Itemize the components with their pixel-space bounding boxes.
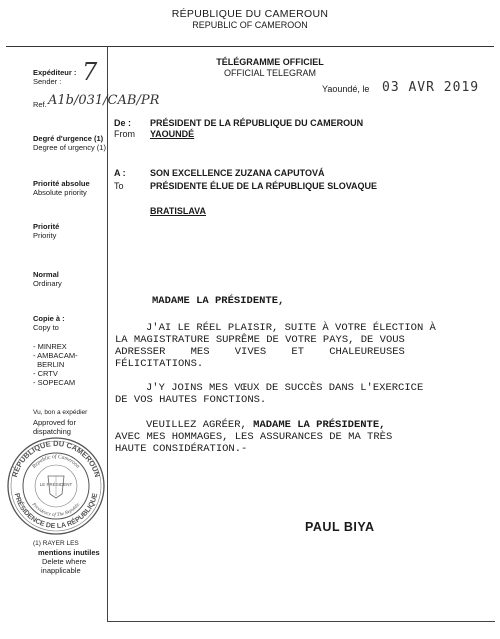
seal-center-text: LE PRÉSIDENT bbox=[39, 482, 73, 487]
sidebar-divider bbox=[107, 46, 108, 621]
telegram-title-fr: TÉLÉGRAMME OFFICIEL bbox=[216, 57, 324, 67]
salutation: MADAME LA PRÉSIDENTE, bbox=[152, 295, 285, 307]
sender-label-en: Sender : bbox=[33, 77, 62, 86]
from-label-en: From bbox=[114, 129, 135, 139]
to-label-en: To bbox=[114, 181, 124, 191]
bottom-divider bbox=[107, 621, 495, 622]
letter-line: ADRESSER MES VIVES ET CHALEUREUSES bbox=[115, 346, 405, 358]
copy-item: - MINREX bbox=[33, 342, 67, 351]
strike-note-fr2: mentions inutiles bbox=[38, 548, 100, 557]
letter-line: FÉLICITATIONS. bbox=[115, 358, 204, 370]
from-line2: YAOUNDÉ bbox=[150, 129, 195, 139]
closing-address: MADAME LA PRÉSIDENTE, bbox=[253, 419, 386, 431]
signature-name: PAUL BIYA bbox=[305, 520, 375, 534]
to-line3: BRATISLAVA bbox=[150, 206, 206, 216]
to-line2: PRÉSIDENTE ÉLUE DE LA RÉPUBLIQUE SLOVAQUE bbox=[150, 181, 378, 191]
priority-fr: Priorité bbox=[33, 222, 60, 231]
normal-en: Ordinary bbox=[33, 279, 62, 288]
strike-note-fr: (1) RAYER LES bbox=[33, 540, 79, 547]
republic-title-fr: RÉPUBLIQUE DU CAMEROUN bbox=[171, 8, 329, 20]
date-stamp: 03 AVR 2019 bbox=[382, 80, 480, 95]
ref-label: Ref. bbox=[33, 100, 47, 109]
seal-inner-bottom: Presidency of The Republic bbox=[30, 502, 82, 519]
copy-label-fr: Copie à : bbox=[33, 314, 65, 323]
abs-priority-fr: Priorité absolue bbox=[33, 179, 90, 188]
sender-handwritten: 7 bbox=[82, 58, 98, 86]
strike-note-en1: Delete where bbox=[42, 557, 87, 566]
strike-note-en2: inapplicable bbox=[41, 566, 81, 575]
telegram-title-en: OFFICIAL TELEGRAM bbox=[223, 68, 317, 78]
header-divider bbox=[6, 46, 494, 47]
copy-item: BERLIN bbox=[33, 360, 65, 369]
seal-inner-top: Republic of Cameroon bbox=[31, 453, 81, 470]
seal-outer-bottom: PRÉSIDENCE DE LA RÉPUBLIQUE bbox=[12, 492, 100, 531]
copy-label-en: Copy to bbox=[33, 323, 59, 332]
copy-item: - CRTV bbox=[33, 369, 58, 378]
presidential-seal bbox=[6, 436, 106, 536]
priority-en: Priority bbox=[33, 231, 57, 240]
urgency-label-en: Degree of urgency (1) bbox=[33, 143, 106, 152]
letter-line: DE VOS HAUTES FONCTIONS. bbox=[115, 394, 267, 406]
to-line1: SON EXCELLENCE ZUZANA CAPUTOVÁ bbox=[150, 168, 325, 178]
ref-handwritten: A1b/031/CAB/PR bbox=[48, 93, 160, 108]
copy-item: - AMBACAM- bbox=[33, 351, 78, 360]
republic-title-en: REPUBLIC OF CAMEROON bbox=[192, 20, 308, 30]
letter-line: LA MAGISTRATURE SUPRÊME DE VOTRE PAYS, DE VOUS bbox=[115, 334, 405, 346]
place-label: Yaoundé, le bbox=[322, 84, 370, 94]
copy-item: - SOPECAM bbox=[33, 378, 76, 387]
approved-en1: Approved for bbox=[33, 418, 76, 427]
letter-line bbox=[146, 419, 385, 432]
urgency-label-fr: Degré d'urgence (1) bbox=[33, 134, 104, 143]
letter-line: AVEC MES HOMMAGES, LES ASSURANCES DE MA TRÈS bbox=[115, 431, 393, 443]
letter-line: J'AI LE RÉEL PLAISIR, SUITE À VOTRE ÉLECTION À bbox=[146, 322, 436, 334]
seal-graphic bbox=[6, 436, 106, 536]
approved-en2: dispatching bbox=[33, 427, 71, 436]
normal-fr: Normal bbox=[33, 270, 59, 279]
approved-fr: Vu, bon a expédier bbox=[33, 409, 88, 416]
letter-line: HAUTE CONSIDÉRATION.- bbox=[115, 443, 248, 455]
sender-label-fr: Expéditeur : bbox=[33, 68, 77, 77]
seal-outer-top: RÉPUBLIQUE DU CAMEROUN bbox=[10, 438, 102, 479]
abs-priority-en: Absolute priority bbox=[33, 188, 87, 197]
closing-phrase: VEUILLEZ AGRÉER, bbox=[146, 419, 247, 431]
from-line1: PRÉSIDENT DE LA RÉPUBLIQUE DU CAMEROUN bbox=[150, 118, 364, 128]
to-label-fr: A : bbox=[114, 168, 126, 178]
letter-line: J'Y JOINS MES VŒUX DE SUCCÈS DANS L'EXERCICE bbox=[146, 382, 424, 394]
from-label-fr: De : bbox=[114, 118, 132, 128]
